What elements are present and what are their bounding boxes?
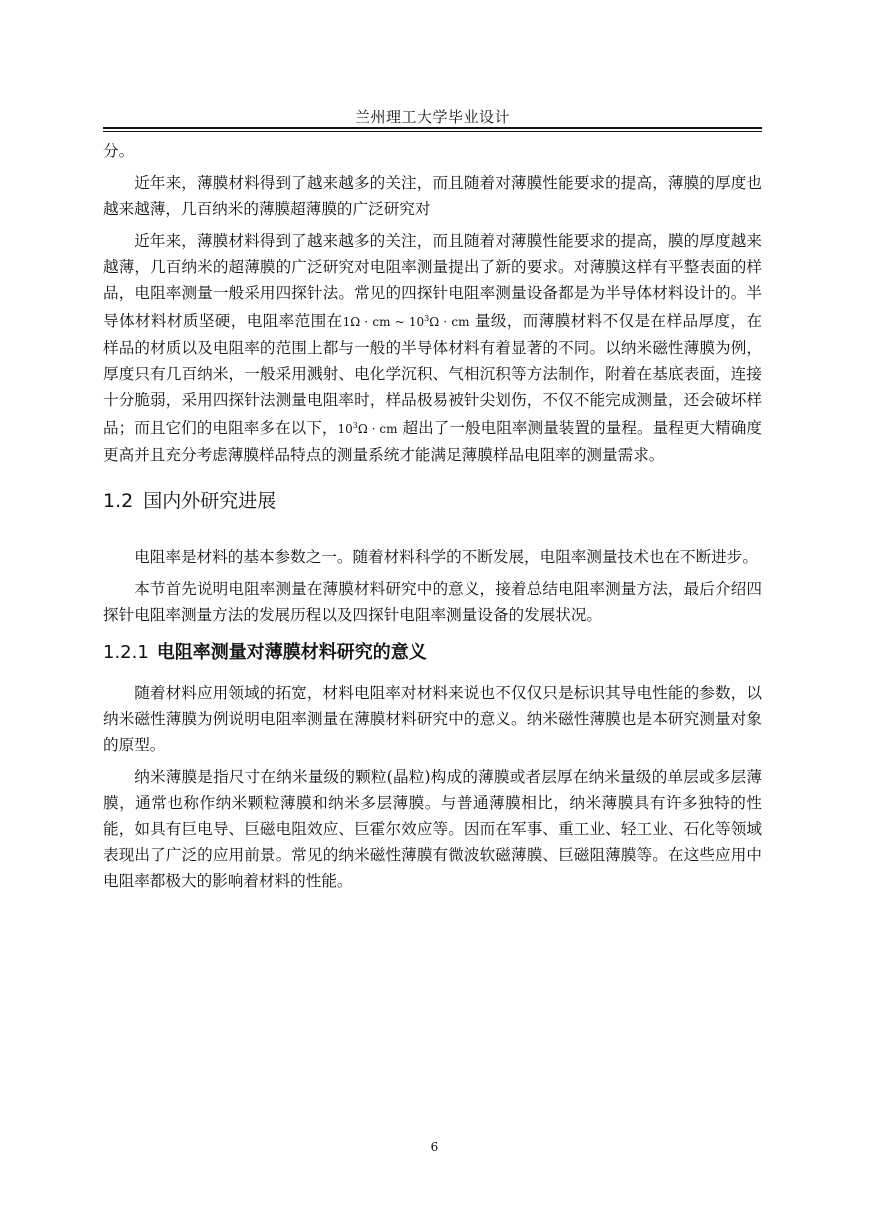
paragraph-1: 近年来，薄膜材料得到了越来越多的关注，而且随着对薄膜性能要求的提高，薄膜的厚度也越来越薄，几百纳米的薄膜超薄膜的广泛研究对 — [103, 174, 762, 218]
paragraph-3: 电阻率是材料的基本参数之一。随着材料科学的不断发展，电阻率测量技术也在不断进步。 — [134, 548, 758, 566]
paragraph-5: 随着材料应用领域的拓宽，材料电阻率对材料来说也不仅仅只是标识其导电性能的参数，以纳米磁性薄膜为例说明电阻率测量在薄膜材料研究中的意义。纳米磁性薄膜也是本研究测量对象的原型。 — [103, 684, 762, 754]
paragraph-continuation: 分。 — [103, 142, 135, 160]
section-heading-1-2-1 — [103, 640, 762, 666]
paragraph-2-text-b: 量级，而薄膜材料不仅是在样品厚度，在样品的材质以及电阻率的范围上都与一般的半导体材料有着显著的不同。以纳米磁性薄膜为例，厚度只有几百纳米，一般采用溅射、电化学沉积、气相沉积等方法制作，附着在基底表面，连接十分脆弱，采用四探针法测量电阻率时，样品极易被针尖划伤，不仅不能完成测量，还会破坏样品；而且它们的电阻率多在以下， — [103, 312, 762, 437]
paragraph-4: 本节首先说明电阻率测量在薄膜材料研究中的意义，接着总结电阻率测量方法，最后介绍四探针电阻率测量方法的发展历程以及四探针电阻率测量设备的发展状况。 — [103, 580, 762, 624]
paragraph-6: 纳米薄膜是指尺寸在纳米量级的颗粒(晶粒)构成的薄膜或者层厚在纳米量级的单层或多层薄膜，通常也称作纳米颗粒薄膜和纳米多层薄膜。与普通薄膜相比，纳米薄膜具有许多独特的性能，如具有巨电导、巨磁电阻效应、巨霍尔效应等。因而在军事、重工业、轻工业、石化等领域表现出了广泛的应用前景。常见的纳米磁性薄膜有微波软磁薄膜、巨磁阻薄膜等。在这些应用中电阻率都极大的影响着材料的性能。 — [103, 768, 762, 890]
section-title: 国内外研究进展 — [143, 490, 277, 512]
page-number: 6 — [430, 1140, 439, 1154]
paragraph-2-text-c: 超出了一般电阻率测量装置的量程。量程更大精确度更高并且充分考虑薄膜样品特点的测量系统才能满足薄膜样品电阻率的测量需求。 — [103, 419, 762, 464]
resistivity-range-formula: 1Ω · cm ~ $10^3\Omega$ · cm — [342, 314, 470, 329]
section-number: 1.2 — [103, 490, 134, 512]
paragraph-2-text-a: 近年来，薄膜材料得到了越来越多的关注，而且随着对薄膜性能要求的提高，膜的厚度越来越薄，几百纳米的超薄膜的广泛研究对电阻率测量提出了新的要求。对薄膜这样有平整表面的样品，电阻率测量一般采用四探针法。常见的四探针电阻率测量设备都是为半导体材料设计的。半导体材料材质坚硬，电阻率范围在 — [103, 232, 762, 330]
subsection-number: 1.2.1 — [103, 642, 149, 663]
header-title: 兰州理工大学毕业设计 — [354, 108, 510, 126]
resistivity-limit-formula: $10^3\Omega$ · cm — [337, 421, 398, 436]
header-rule-thick — [103, 127, 762, 129]
header-rule-thin — [103, 131, 762, 132]
subsection-title: 电阻率测量对薄膜材料研究的意义 — [156, 642, 427, 663]
page-header — [103, 100, 762, 130]
page-body — [103, 138, 762, 900]
section-heading-1-2 — [103, 488, 762, 514]
paragraph-2 — [103, 228, 762, 468]
